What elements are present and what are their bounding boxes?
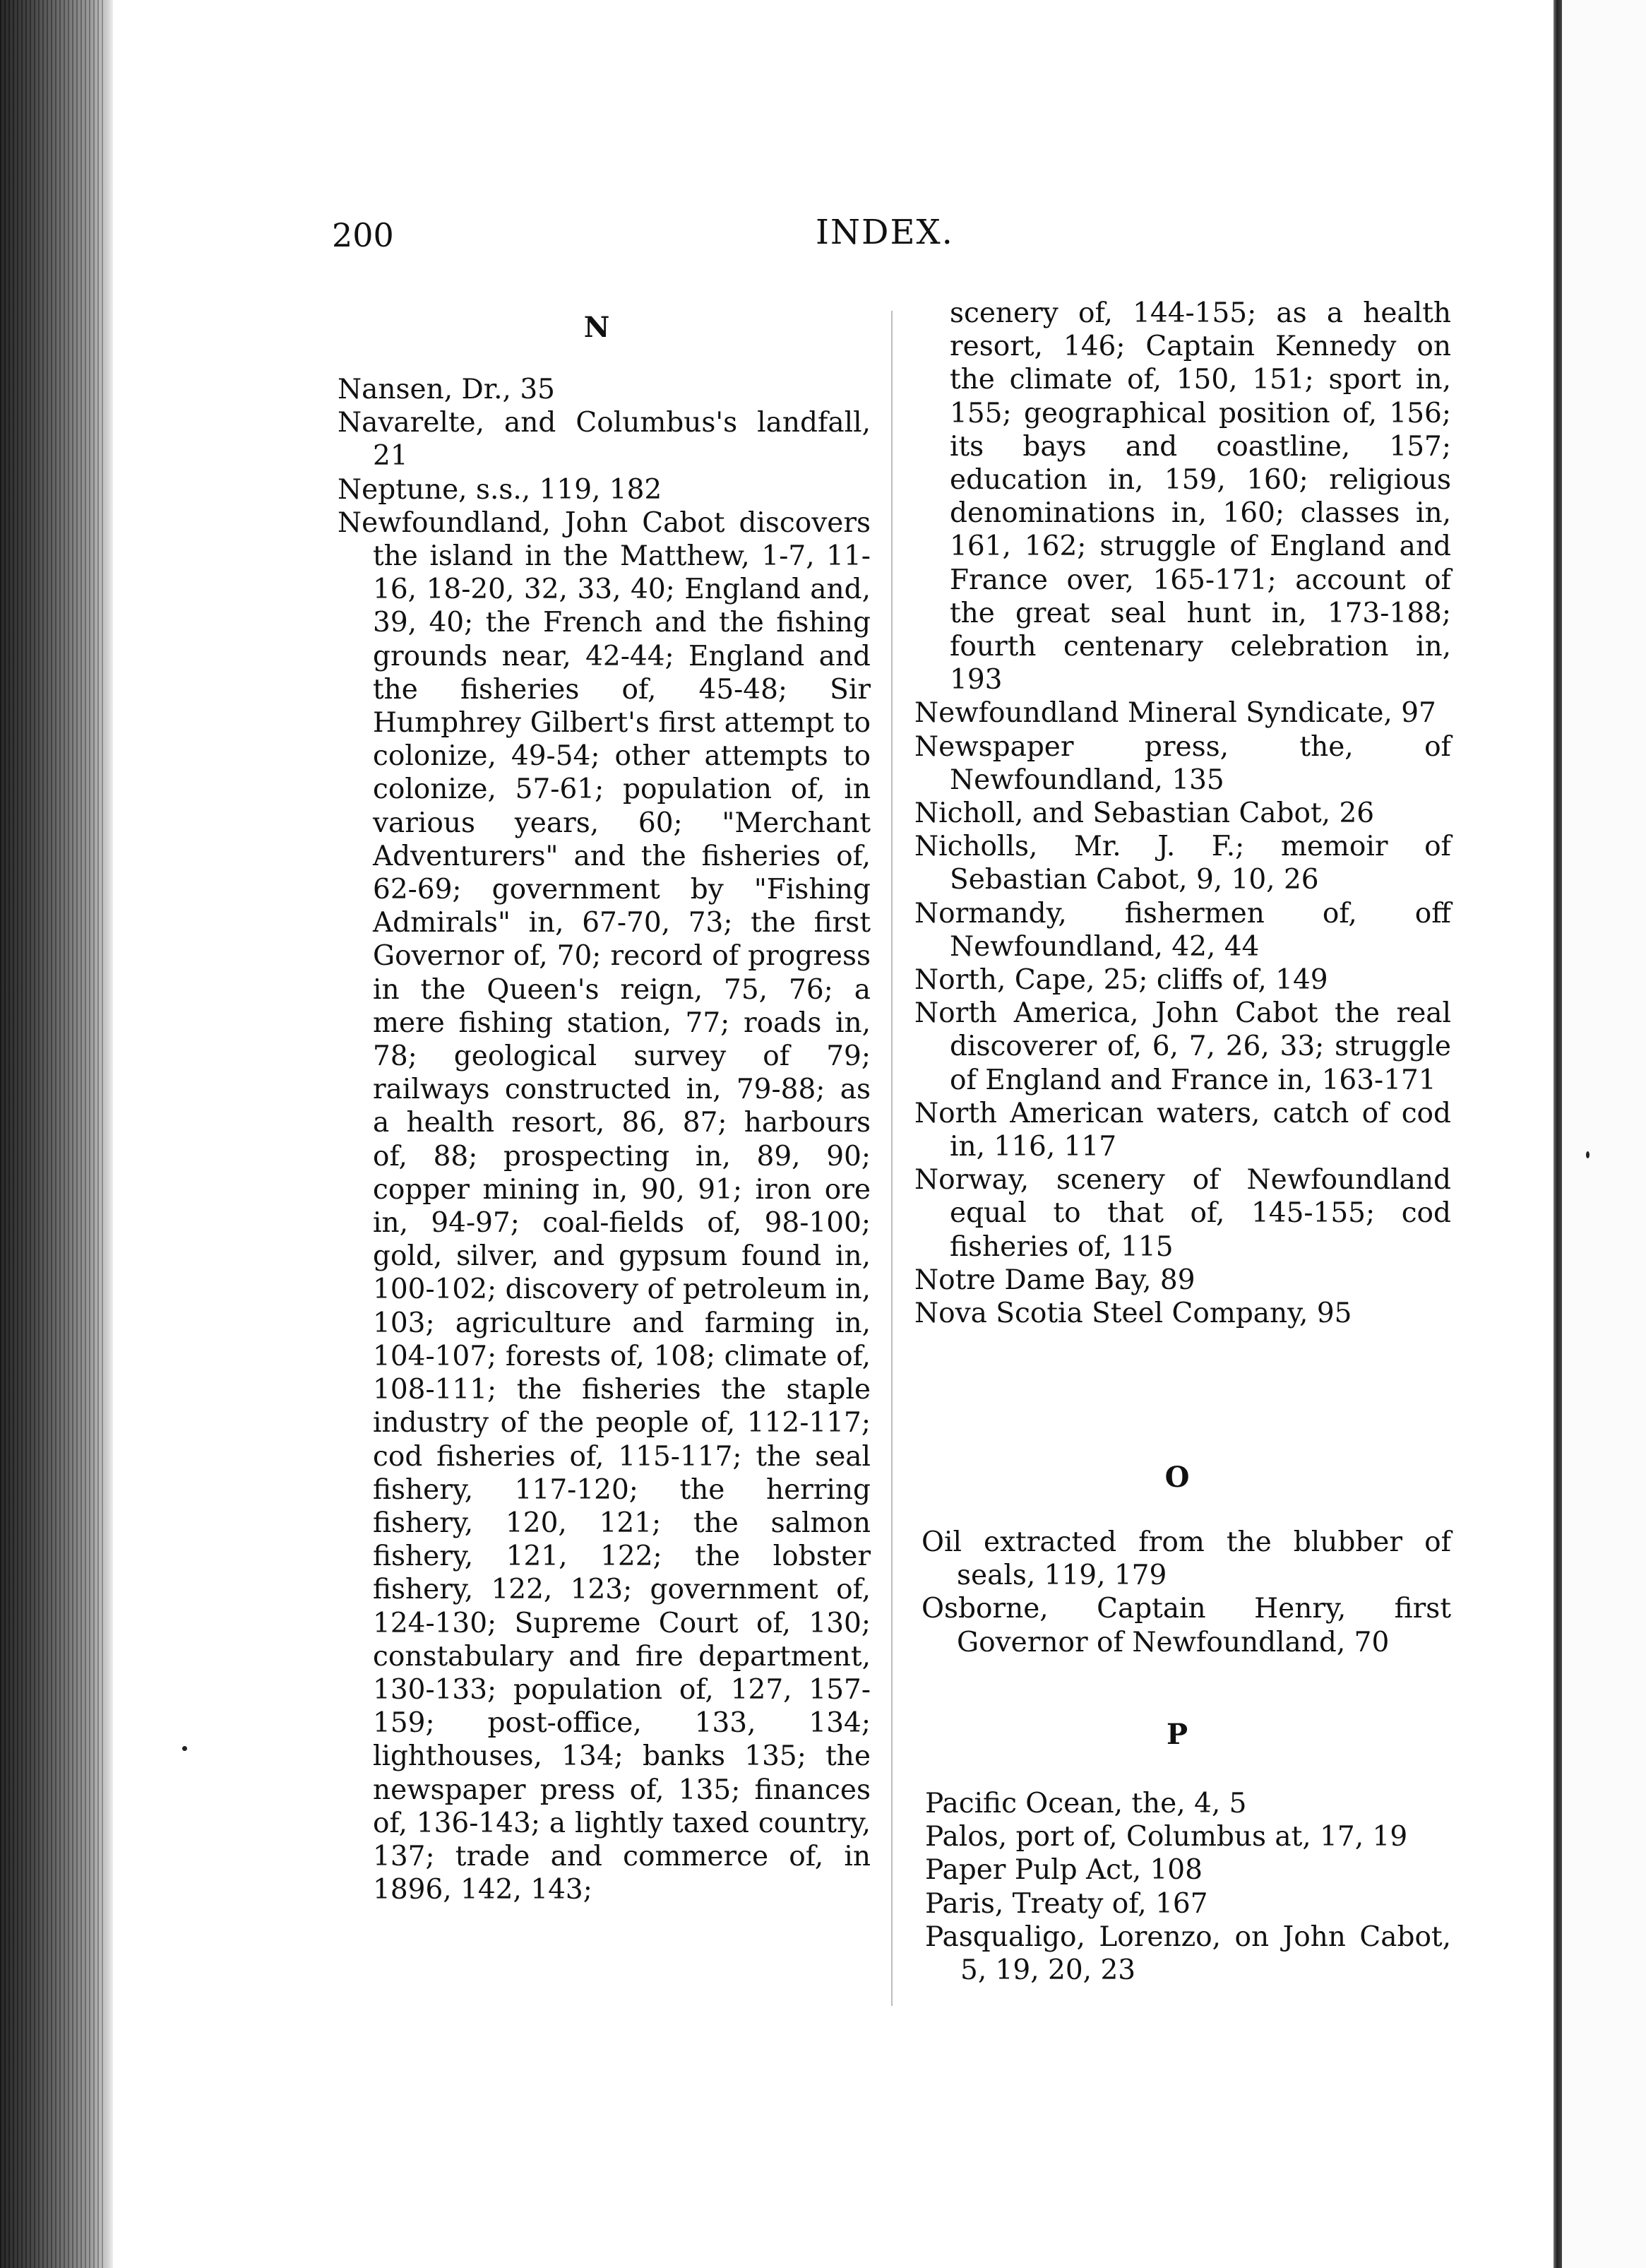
index-entry: Paris, Treaty of, 167: [925, 1887, 1208, 1920]
index-entry: Osborne, Captain Henry, first Governor of Newfoundland, 70: [922, 1593, 1451, 1658]
index-entry: North America, John Cabot the real discoverer of, 6, 7, 26, 33; struggle of England and France in, 163-171: [914, 997, 1451, 1096]
index-entry-continuation: scenery of, 144-155; as a health resort, 146; Captain Kennedy on the climate of, 150, 151; sport in, 155; geographical position of, 156; its bays and coastline, 157; education in, 159, 160; religious denominations in, 160; classes in, 161, 162; struggle of England and France over, 165-171; account of the great seal hunt in, 173-188; fourth centenary celebration in, 193: [950, 297, 1451, 696]
index-entry: Newfoundland Mineral Syndicate, 97: [914, 697, 1436, 730]
index-entry: Pacific Ocean, the, 4, 5: [925, 1788, 1247, 1819]
index-entry: Neptune, s.s., 119, 182: [338, 473, 662, 506]
index-entry: Pasqualigo, Lorenzo, on John Cabot, 5, 19, 20, 23: [925, 1920, 1451, 1987]
index-entry: Nova Scotia Steel Company, 95: [914, 1298, 1352, 1330]
index-section-p: [925, 1787, 1451, 1987]
index-entry: Nicholls, Mr. J. F.; memoir of Sebastian Cabot, 9, 10, 26: [914, 831, 1451, 896]
index-entry: Paper Pulp Act, 108: [925, 1854, 1203, 1887]
index-entry: Nicholl, and Sebastian Cabot, 26: [914, 797, 1375, 830]
right-margin: [1562, 0, 1646, 2268]
page-title: INDEX.: [816, 213, 954, 252]
index-entry: Normandy, fishermen of, off Newfoundland, 42, 44: [914, 897, 1451, 963]
index-entry: Oil extracted from the blubber of seals, 119, 179: [922, 1526, 1451, 1592]
section-heading-p: P: [1166, 1718, 1188, 1751]
index-entry: Newfoundland, John Cabot discovers the island in the Matthew, 1-7, 11-16, 18-20, 32, 33, 40; England and, 39, 40; the French and the fishing grounds near, 42-44; England and the fisheries of, 45-48; Sir Humphrey Gilbert's first attempt to colonize, 49-54; other attempts to colonize, 57-61; population of, in various years, 60; "Merchant Adventurers" and the fisheries of, 62-69; government by "Fishing Admirals" in, 67-70, 73; the first Governor of, 70; record of progress in the Queen's reign, 75, 76; a mere fishing station, 77; roads in, 78; geological survey of 79; railways constructed in, 79-88; as a health resort, 86, 87; harbours of, 88; prospecting in, 89, 90; copper mining in, 90, 91; iron ore in, 94-97; coal-fields of, 98-100; gold, silver, and gypsum found in, 100-102; discovery of petroleum in, 103; agriculture and farming in, 104-107; forests of, 108; climate of, 108-111; the fisheries the staple industry of the people of, 112-117; cod fisheries of, 115-117; the seal fishery, 117-120; the herring fishery, 120, 121; the salmon fishery, 121, 122; the lobster fishery, 122, 123; government of, 124-130; Supreme Court of, 130; constabulary and fire department, 130-133; population of, 127, 157-159; post-office, 133, 134; lighthouses, 134; banks 135; the newspaper press of, 135; finances of, 136-143; a lightly taxed country, 137; trade and commerce of, in 1896, 142, 143;: [338, 506, 871, 1906]
index-entry: Norway, scenery of Newfoundland equal to that of, 145-155; cod fisheries of, 115: [914, 1164, 1451, 1263]
page-number: 200: [332, 216, 394, 254]
index-entry: Notre Dame Bay, 89: [914, 1264, 1195, 1296]
page-stack-edges: [0, 0, 106, 2268]
index-entry: Nansen, Dr., 35: [338, 374, 555, 405]
index-section-o: [922, 1526, 1451, 1659]
column-divider: [891, 311, 893, 2006]
index-column-left: [338, 373, 871, 1906]
right-page-edge: [1553, 0, 1562, 2268]
index-entry: Navarelte, and Columbus's landfall, 21: [338, 407, 871, 473]
index-entry: North, Cape, 25; cliffs of, 149: [914, 964, 1328, 997]
section-heading-n: N: [583, 311, 610, 344]
index-column-right: [914, 297, 1451, 1330]
index-entry: Newspaper press, the, of Newfoundland, 135: [914, 730, 1451, 796]
section-heading-o: O: [1164, 1461, 1190, 1494]
index-entry: Palos, port of, Columbus at, 17, 19: [925, 1821, 1408, 1853]
index-entry: North American waters, catch of cod in, 116, 117: [914, 1097, 1451, 1163]
